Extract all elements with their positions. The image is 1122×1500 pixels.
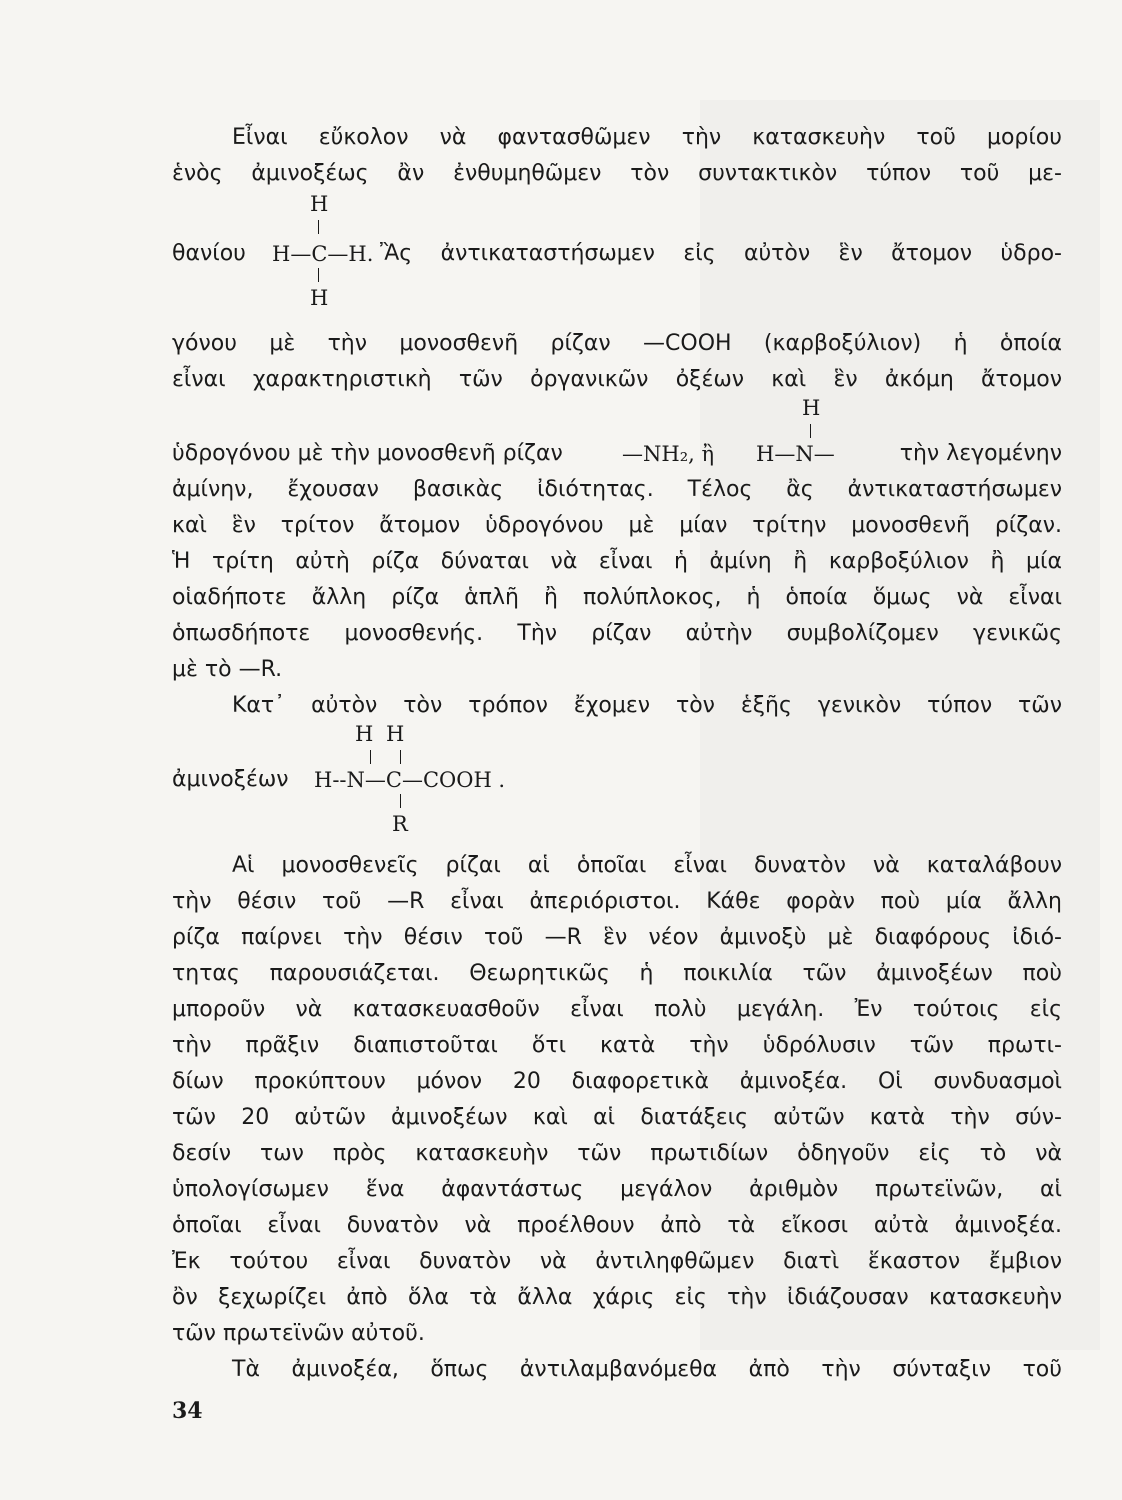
text-line-22: τὴν πρᾶξιν διαπιστοῦται ὅτι κατὰ τὴν ὑδρόλυσιν τῶν πρωτι- <box>172 1033 1062 1058</box>
amine-formula: H—N— <box>756 442 835 466</box>
text-line-29: ὂν ξεχωρίζει ἀπὸ ὅλα τὰ ἄλλα χάρις εἰς τὴν ἰδιάζουσαν κατασκευὴν <box>172 1285 1062 1310</box>
nh2-group: —NH₂, ἢ <box>622 442 715 466</box>
text-line-20: τητας παρουσιάζεται. Θεωρητικῶς ἡ ποικιλία τῶν ἀμινοξέων ποὺ <box>172 961 1062 986</box>
bond-line <box>810 424 811 438</box>
text-line-16: ἀμινοξέων <box>172 767 289 792</box>
methane-bottom-h: H <box>310 286 329 310</box>
text-line-7: ὑδρογόνου μὲ τὴν μονοσθενῆ ρίζαν <box>172 441 563 466</box>
amine-top-h: H <box>802 396 821 420</box>
amino-acid-top-h: H H <box>355 722 405 746</box>
bond-line <box>318 268 319 282</box>
text-line-21: μποροῦν νὰ κατασκευασθοῦν εἶναι πολὺ μεγάλη. Ἐν τούτοις εἰς <box>172 997 1062 1022</box>
text-line-2: ἑνὸς ἀμινοξέως ἂν ἐνθυμηθῶμεν τὸν συντακτικὸν τύπον τοῦ με- <box>172 161 1062 186</box>
text-line-9: ἀμίνην, ἔχουσαν βασικὰς ἰδιότητας. Τέλος ἂς ἀντικαταστήσωμεν <box>172 477 1062 502</box>
text-line-28: Ἐκ τούτου εἶναι δυνατὸν νὰ ἀντιληφθῶμεν διατὶ ἕκαστον ἔμβιον <box>172 1249 1062 1274</box>
text-line-17: Αἱ μονοσθενεῖς ρίζαι αἱ ὁποῖαι εἶναι δυνατὸν νὰ καταλάβουν <box>232 853 1062 878</box>
bond-line <box>400 750 401 764</box>
text-line-3: θανίου <box>172 241 246 266</box>
text-line-27: ὁποῖαι εἶναι δυνατὸν νὰ προέλθουν ἀπὸ τὰ εἴκοσι αὐτὰ ἀμινοξέα. <box>172 1213 1062 1238</box>
text-line-4: Ἂς ἀντικαταστήσωμεν εἰς αὐτὸν ἓν ἄτομον ὑδρο- <box>380 241 1062 266</box>
text-line-19: ρίζα παίρνει τὴν θέσιν τοῦ —R ἓν νέον ἀμινοξὺ μὲ διαφόρους ἰδιό- <box>172 925 1062 950</box>
amino-acid-formula: H--N—C—COOH . <box>314 768 506 792</box>
text-line-6: εἶναι χαρακτηριστικὴ τῶν ὀργανικῶν ὀξέων καὶ ἓν ἀκόμη ἄτομον <box>172 367 1062 392</box>
text-line-31: Τὰ ἀμινοξέα, ὅπως ἀντιλαμβανόμεθα ἀπὸ τὴν σύνταξιν τοῦ <box>232 1357 1062 1382</box>
text-line-8: τὴν λεγομένην <box>899 441 1062 466</box>
bond-line <box>318 220 319 234</box>
text-line-26: ὑπολογίσωμεν ἕνα ἀφαντάστως μεγάλον ἀριθμὸν πρωτεϊνῶν, αἱ <box>172 1177 1062 1202</box>
text-line-23: δίων προκύπτουν μόνον 20 διαφορετικὰ ἀμινοξέα. Οἱ συνδυασμοὶ <box>172 1069 1062 1094</box>
page-number: 34 <box>172 1398 203 1424</box>
text-line-30: τῶν πρωτεϊνῶν αὐτοῦ. <box>172 1321 425 1346</box>
text-line-15: Κατ᾽ αὐτὸν τὸν τρόπον ἔχομεν τὸν ἑξῆς γενικὸν τύπον τῶν <box>232 693 1062 718</box>
text-line-24: τῶν 20 αὐτῶν ἀμινοξέων καὶ αἱ διατάξεις αὐτῶν κατὰ τὴν σύν- <box>172 1105 1062 1130</box>
text-line-1: Εἶναι εὔκολον νὰ φαντασθῶμεν τὴν κατασκευὴν τοῦ μορίου <box>232 125 1062 150</box>
text-line-5: γόνου μὲ τὴν μονοσθενῆ ρίζαν —COOH (καρβοξύλιον) ἡ ὁποία <box>172 331 1062 356</box>
text-line-11: Ἡ τρίτη αὐτὴ ρίζα δύναται νὰ εἶναι ἡ ἀμίνη ἢ καρβοξύλιον ἢ μία <box>172 549 1062 574</box>
methane-formula: H—C—H. <box>272 242 374 266</box>
text-line-13: ὁπωσδήποτε μονοσθενής. Τὴν ρίζαν αὐτὴν συμβολίζομεν γενικῶς <box>172 621 1062 646</box>
text-line-14: μὲ τὸ —R. <box>172 657 283 682</box>
text-line-25: δεσίν των πρὸς κατασκευὴν τῶν πρωτιδίων ὁδηγοῦν εἰς τὸ νὰ <box>172 1141 1062 1166</box>
amino-acid-bottom-r: R <box>392 812 408 836</box>
methane-top-h: H <box>310 192 329 216</box>
text-line-18: τὴν θέσιν τοῦ —R εἶναι ἀπεριόριστοι. Κάθε φορὰν ποὺ μία ἄλλη <box>172 889 1062 914</box>
text-line-10: καὶ ἓν τρίτον ἄτομον ὑδρογόνου μὲ μίαν τρίτην μονοσθενῆ ρίζαν. <box>172 513 1062 538</box>
text-line-12: οἱαδήποτε ἄλλη ρίζα ἁπλῆ ἢ πολύπλοκος, ἡ ὁποία ὅμως νὰ εἶναι <box>172 585 1062 610</box>
bond-line <box>400 794 401 808</box>
bond-line <box>370 750 371 764</box>
